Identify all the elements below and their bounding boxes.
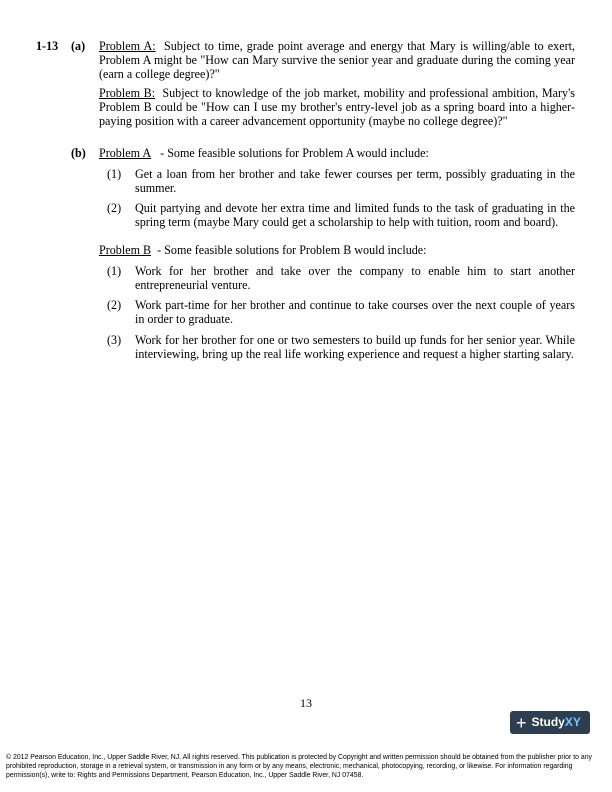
copyright-footer: © 2012 Pearson Education, Inc., Upper Saddle River, NJ. All rights reserved. This publication is protected by Copyright and written permission should be obtained from the publisher prior to any prohibited reproduction, storage in a retrieval system, or transmission in any form or by any means, electronic, mechanical, photocopying, recording, or likewise. For information regarding permission(s), write to: Rights and Permissions Department, Pearson Education, Inc., Upper Saddle River, NJ 07458. xyxy=(6,754,592,779)
solution-a-1-num: (1) xyxy=(107,167,122,181)
part-b-problem-b-intro xyxy=(99,243,575,257)
problem-b-text: Subject to knowledge of the job market, mobility and professional ambition, Mary's Problem B could be "How can I use my brother's entry-level job as a spring board into a higher-paying position with a career advancement opportunity (maybe no college degree)?" xyxy=(99,86,575,129)
solution-a-1-text: Get a loan from her brother and take fewer courses per term, possibly graduating in the summer. xyxy=(135,167,575,196)
studyxy-logo xyxy=(510,711,590,734)
problem-b-heading: Problem B: xyxy=(99,86,156,100)
part-a-label: (a) xyxy=(71,39,86,53)
solution-a-2-num: (2) xyxy=(107,201,122,215)
solution-a-2-text: Quit partying and devote her extra time and limited funds to the task of graduating in the spring term (maybe Mary could get a scholarship to help with tuition, room and board). xyxy=(135,201,575,230)
part-b-problem-a-intro-text: - Some feasible solutions for Problem A would include: xyxy=(160,146,429,160)
part-a-problem-a xyxy=(99,39,575,82)
problem-number: 1-13 xyxy=(36,39,59,53)
part-b-problem-b-intro-text: - Some feasible solutions for Problem B would include: xyxy=(157,243,427,257)
solution-b-3-num: (3) xyxy=(107,333,122,347)
plus-icon: + xyxy=(516,712,527,733)
solution-b-1-text: Work for her brother and take over the company to enable him to start another entrepreneurial venture. xyxy=(135,264,575,293)
problem-a-heading: Problem A: xyxy=(99,39,156,53)
solution-b-3-text: Work for her brother for one or two semesters to build up funds for her senior year. While interviewing, bring up the real life working experience and request a higher starting salary. xyxy=(135,333,575,362)
part-a-problem-b xyxy=(99,86,575,129)
logo-suffix: XY xyxy=(564,715,581,729)
solution-b-2-text: Work part-time for her brother and continue to take courses over the next couple of years in order to graduate. xyxy=(135,298,575,327)
part-b-problem-b-heading: Problem B xyxy=(99,243,152,257)
part-b-problem-a-intro xyxy=(99,146,575,160)
solution-b-1-num: (1) xyxy=(107,264,122,278)
logo-prefix: Study xyxy=(531,715,565,729)
problem-a-text: Subject to time, grade point average and energy that Mary is willing/able to exert, Problem A might be "How can Mary survive the senior year and graduate during the coming year (earn a college degree)?" xyxy=(99,39,576,82)
part-b-label: (b) xyxy=(71,146,86,160)
part-b-problem-a-heading: Problem A xyxy=(99,146,152,160)
solution-b-2-num: (2) xyxy=(107,298,122,312)
page-number: 13 xyxy=(300,696,312,710)
